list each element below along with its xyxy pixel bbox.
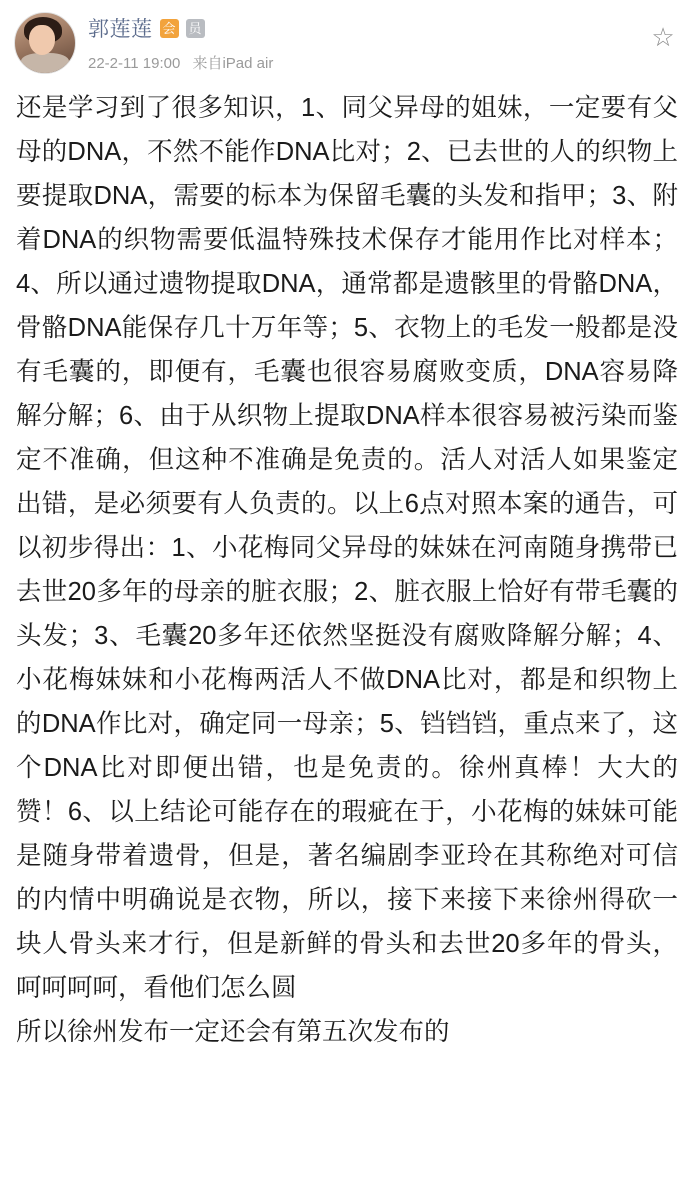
star-outline-icon[interactable]: ☆	[651, 22, 675, 52]
author-name[interactable]: 郭莲莲	[88, 18, 153, 41]
post-header-text	[88, 12, 680, 73]
avatar-body-shape	[21, 53, 69, 73]
post-content	[0, 80, 694, 1054]
post-source: 来自iPad air	[192, 55, 274, 72]
post-timestamp: 22-2-11 19:00	[88, 55, 181, 72]
author-row	[88, 12, 680, 44]
avatar-face-shape	[29, 25, 55, 55]
vip-badge-icon: 员	[186, 19, 205, 38]
post-body-last-line: 所以徐州发布一定还会有第五次发布的	[16, 1018, 450, 1046]
member-badge-icon: 会	[160, 19, 179, 38]
post-meta	[88, 52, 680, 73]
avatar[interactable]	[14, 12, 76, 74]
post-header	[0, 0, 694, 80]
post-body-text: 还是学习到了很多知识，1、同父异母的姐妹，一定要有父母的DNA，不然不能作DNA比对；2、已去世的人的织物上要提取DNA，需要的标本为保留毛囊的头发和指甲；3、附着DNA的织物需要低温特殊技术保存才能用作比对样本；4、所以通过遗物提取DNA，通常都是遗骸里的骨骼DNA，骨骼DNA能保存几十万年等；5、衣物上的毛发一般都是没有毛囊的，即便有，毛囊也很容易腐败变质，DNA容易降解分解；6、由于从织物上提取DNA样本很容易被污染而鉴定不准确，但这种不准确是免责的。活人对活人如果鉴定出错，是必须要有人负责的。以上6点对照本案的通告，可以初步得出：1、小花梅同父异母的妹妹在河南随身携带已去世20多年的母亲的脏衣服；2、脏衣服上恰好有带毛囊的头发；3、毛囊20多年还依然坚挺没有腐败降解分解；4、小花梅妹妹和小花梅两活人不做DNA比对，都是和织物上的DNA作比对，确定同一母亲；5、铛铛铛，重点来了，这个DNA比对即便出错，也是免责的。徐州真棒！大大的赞！6、以上结论可能存在的瑕疵在于，小花梅的妹妹可能是随身带着遗骨，但是，著名编剧李亚玲在其称绝对可信的内情中明确说是衣物，所以，接下来接下来徐州得砍一块人骨头来才行，但是新鲜的骨头和去世20多年的骨头，呵呵呵呵，看他们怎么圆	[16, 94, 678, 1002]
